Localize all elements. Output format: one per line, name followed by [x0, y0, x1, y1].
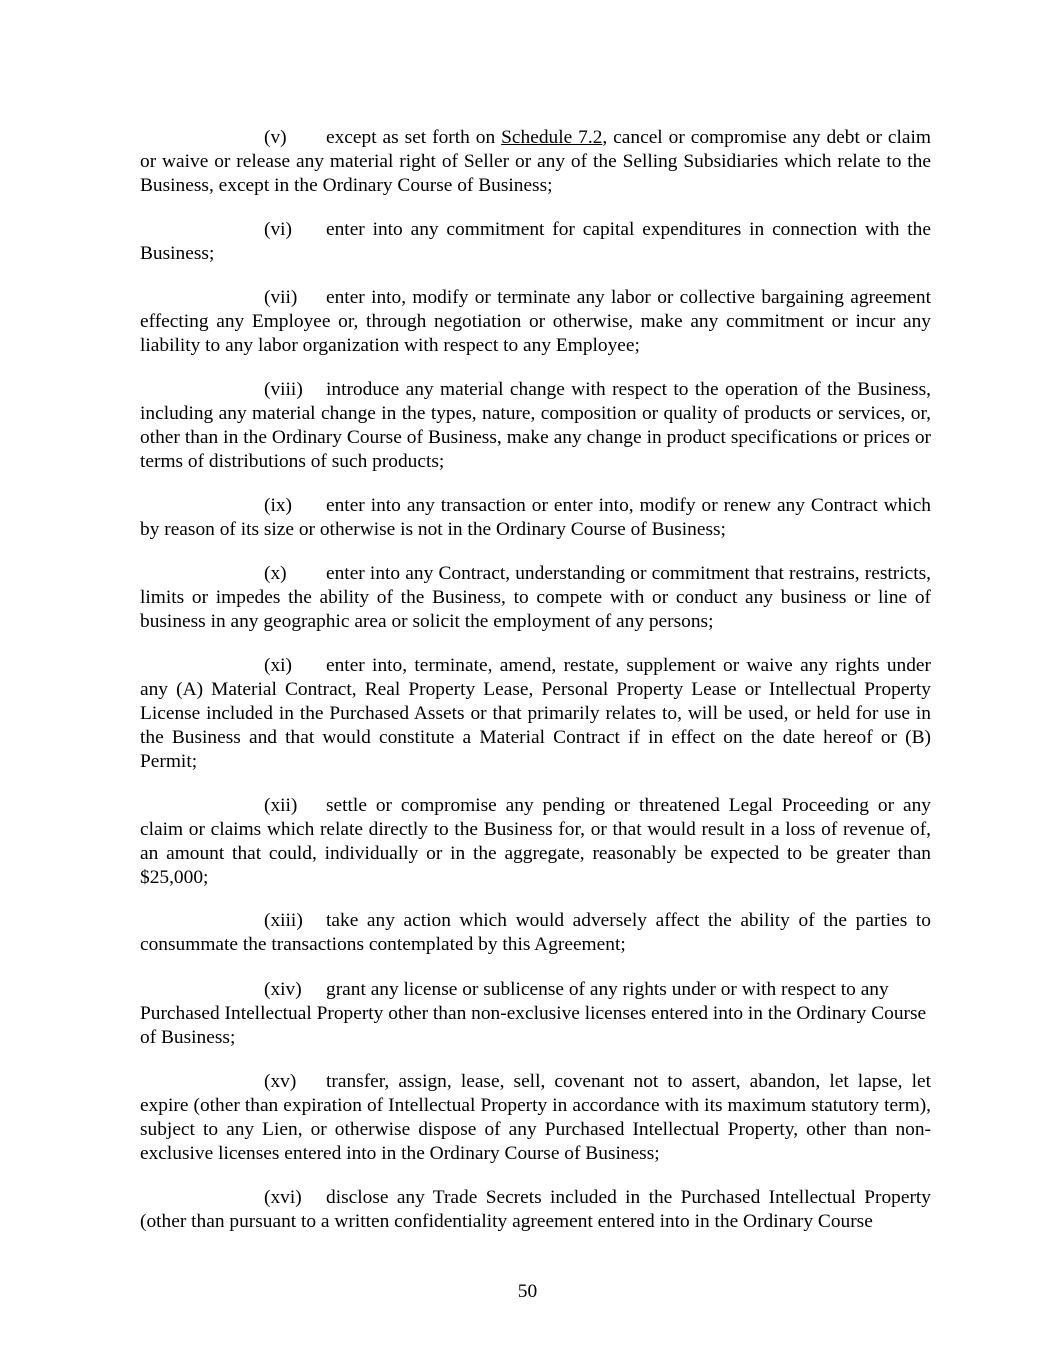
clause-text: enter into any Contract, understanding or commitment that restrains, restricts, limits or impedes the ability of the Business, to compete with or conduct any business or line of business in any geographic area or solicit the employment of any persons; [140, 563, 931, 632]
clause-vi [140, 218, 931, 266]
clause-text: enter into, modify or terminate any labor or collective bargaining agreement effecting any Employee or, through negotiation or otherwise, make any commitment or incur any liability to any labor organization with respect to any Employee; [140, 287, 931, 356]
clause-text: take any action which would adversely affect the ability of the parties to consummate the transactions contemplated by this Agreement; [140, 910, 931, 955]
clause-xvi [140, 1186, 931, 1234]
clause-text: , cancel or compromise any debt or claim or waive or release any material right of Seller or any of the Selling Subsidiaries which relate to the Business, except in the Ordinary Course of Business; [140, 127, 931, 196]
clause-text: enter into any transaction or enter into, modify or renew any Contract which by reason of its size or otherwise is not in the Ordinary Course of Business; [140, 495, 931, 540]
clause-number: (ix) [264, 495, 292, 516]
clause-number: (vi) [264, 219, 292, 240]
clause-text-lead: except as set forth on [326, 127, 502, 148]
clause-xv [140, 1070, 931, 1166]
clause-text: grant any license or sublicense of any rights under or with respect to any Purchased Intellectual Property other than non-exclusive licenses entered into in the Ordinary Course of Business; [140, 979, 927, 1048]
clause-x [140, 562, 931, 634]
page-number: 50 [517, 1281, 538, 1302]
clause-number: (vii) [264, 287, 298, 308]
clause-text: disclose any Trade Secrets included in the Purchased Intellectual Property (other than pursuant to a written confidentiality agreement entered into in the Ordinary Course [140, 1187, 931, 1232]
clause-text: enter into any commitment for capital expenditures in connection with the Business; [140, 219, 931, 264]
clause-number: (xii) [264, 795, 298, 816]
clause-number: (xi) [264, 655, 292, 676]
clause-v [140, 126, 931, 198]
clause-number: (xvi) [264, 1187, 302, 1208]
clause-text: transfer, assign, lease, sell, covenant not to assert, abandon, let lapse, let expire (other than expiration of Intellectual Property in accordance with its maximum statutory term), subject to any Lien, or otherwise dispose of any Purchased Intellectual Property, other than non-exclusive licenses entered into in the Ordinary Course of Business; [140, 1071, 931, 1164]
clause-number: (xv) [264, 1071, 297, 1092]
clause-text: settle or compromise any pending or threatened Legal Proceeding or any claim or claims which relate directly to the Business for, or that would result in a loss of revenue of, an amount that could, individually or in the aggregate, reasonably be expected to be greater than $25,000; [140, 795, 931, 888]
clause-xiii [140, 909, 931, 957]
clause-ix [140, 494, 931, 542]
clause-number: (v) [264, 127, 287, 148]
schedule-reference: Schedule 7.2 [501, 127, 603, 148]
clause-number: (x) [264, 563, 287, 584]
clause-number: (xiii) [264, 910, 303, 931]
clause-text: introduce any material change with respect to the operation of the Business, including any material change in the types, nature, composition or quality of products or services, or, other than in the Ordinary Course of Business, make any change in product specifications or prices or terms of distributions of such products; [140, 379, 931, 472]
clause-xii [140, 794, 931, 890]
clause-viii [140, 378, 931, 474]
clause-vii [140, 286, 931, 358]
clause-number: (viii) [264, 379, 303, 400]
clause-text: enter into, terminate, amend, restate, supplement or waive any rights under any (A) Material Contract, Real Property Lease, Personal Property Lease or Intellectual Property License included in the Purchased Assets or that primarily relates to, will be used, or held for use in the Business and that would constitute a Material Contract if in effect on the date hereof or (B) Permit; [140, 655, 931, 772]
clause-xiv [140, 978, 931, 1050]
clause-number: (xiv) [264, 979, 302, 1000]
clause-xi [140, 654, 931, 774]
